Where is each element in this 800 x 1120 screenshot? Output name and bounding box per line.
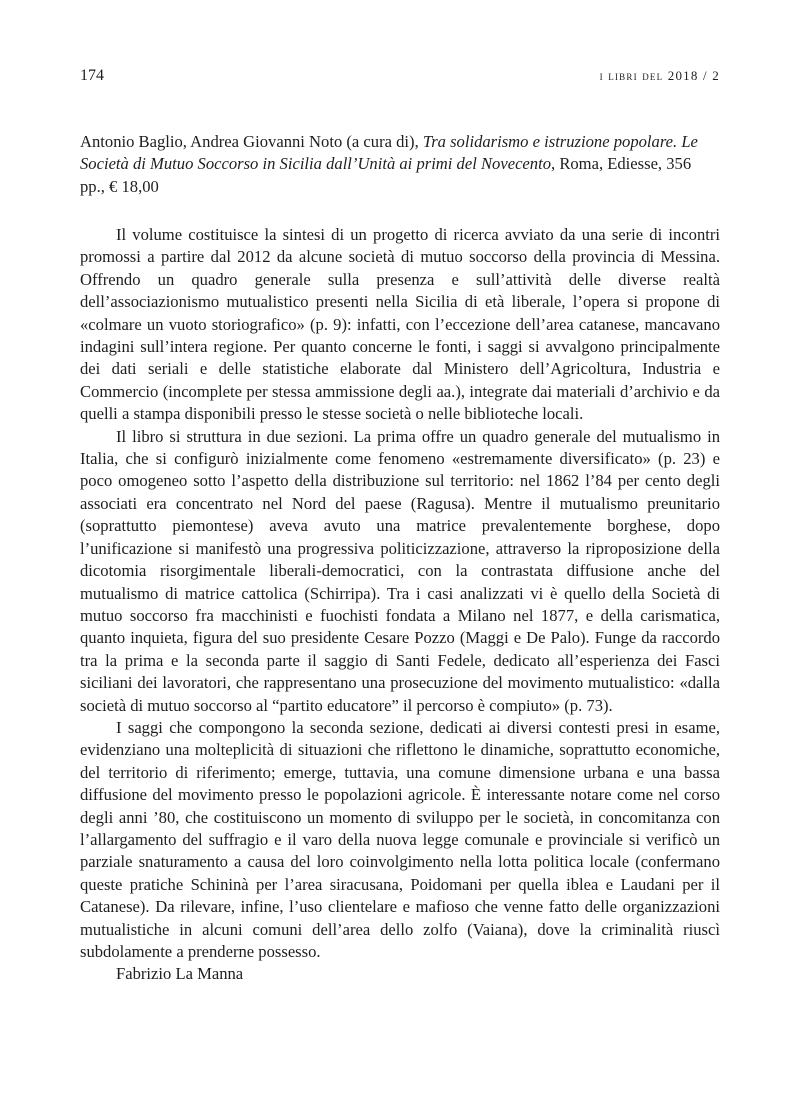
page-number: 174 [80,67,104,84]
citation-authors: Antonio Baglio, Andrea Giovanni Noto (a cura di), [80,132,423,151]
book-page [80,0,720,1120]
review-paragraph-3: I saggi che compongono la seconda sezione, dedicati ai diversi contesti presi in esame, evidenziano una molteplicità di situazioni che riflettono le dinamiche, soprattutto economiche, del territorio di riferimento; emerge, tuttavia, una comune dimensione urbana e una bassa diffusione del movimento presso le popolazioni agricole. È interessante notare come nel corso degli anni ’80, che costituiscono un momento di sviluppo per le società, in concomitanza con l’allargamento del suffragio e il varo della nuova legge comunale e provinciale si verificò un parziale snaturamento a causa del loro coinvolgimento nella lotta politica locale (confermano queste pratiche Schininà per l’area siracusana, Poidomani per quella iblea e Laudani per il Catanese). Da rilevare, infine, l’uso clientelare e mafioso che venne fatto delle organizzazioni mutualistiche in alcuni comuni dell’area dello zolfo (Vaiana), dove la criminalità riuscì subdolamente a prenderne possesso. [80,717,720,961]
book-citation [80,131,720,198]
citation-publication: , Roma, Ediesse, 356 pp., € 18,00 [80,154,692,196]
reviewer-signature: Fabrizio La Manna [116,964,244,984]
running-head [80,66,720,86]
issue-label: i libri del 2018 / 2 [599,68,720,83]
review-paragraph-1: Il volume costituisce la sintesi di un progetto di ricerca avviato da una serie di incontri promossi a partire dal 2012 da alcune società di mutuo soccorso della provincia di Messina. Offrendo un quadro generale sulla presenza e sull’attività delle diverse realtà dell’associazionismo mutualistico presenti nella Sicilia di età liberale, l’opera si propone di «colmare un vuoto storiografico» (p. 9): infatti, con l’eccezione dell’area catanese, mancavano indagini sull’intera regione. Per quanto concerne le fonti, i saggi si avvalgono principalmente dei dati seriali e delle statistiche elaborate dal Ministero dell’Agricoltura, Industria e Commercio (incomplete per stessa ammissione degli aa.), integrate dai materiali d’archivio e da quelli a stampa disponibili presso le stesse società o nelle biblioteche locali. [80,225,720,424]
citation-title: Tra solidarismo e istruzione popolare. Le Società di Mutuo Soccorso in Sicilia dall’Unità ai primi del Novecento [80,132,698,174]
review-body [80,224,720,986]
review-paragraph-2: Il libro si struttura in due sezioni. La prima offre un quadro generale del mutualismo in Italia, che si configurò inizialmente come fenomeno «estremamente diversificato» (p. 23) e poco omogeneo sotto l’aspetto della distribuzione sul territorio: nel 1862 l’84 per cento degli associati era concentrato nel Nord del paese (Ragusa). Mentre il mutualismo preunitario (soprattutto piemontese) aveva avuto una matrice prevalentemente borghese, dopo l’unificazione si manifestò una progressiva politicizzazione, attraverso la riproposizione della dicotomia risorgimentale liberali-democratici, con la contrastata diffusione anche del mutualismo di matrice cattolica (Schirripa). Tra i casi analizzati vi è quello della Società di mutuo soccorso fra macchinisti e fuochisti fondata a Milano nel 1877, e della carismatica, quanto inquieta, figura del suo presidente Cesare Pozzo (Maggi e De Palo). Funge da raccordo tra la prima e la seconda parte il saggio di Santi Fedele, dedicato all’esperienza dei Fasci siciliani dei lavoratori, che rappresentano una prosecuzione del movimento mutualistico: «dalla società di mutuo soccorso al “partito educatore” il percorso è compiuto» (p. 73). [80,426,720,715]
